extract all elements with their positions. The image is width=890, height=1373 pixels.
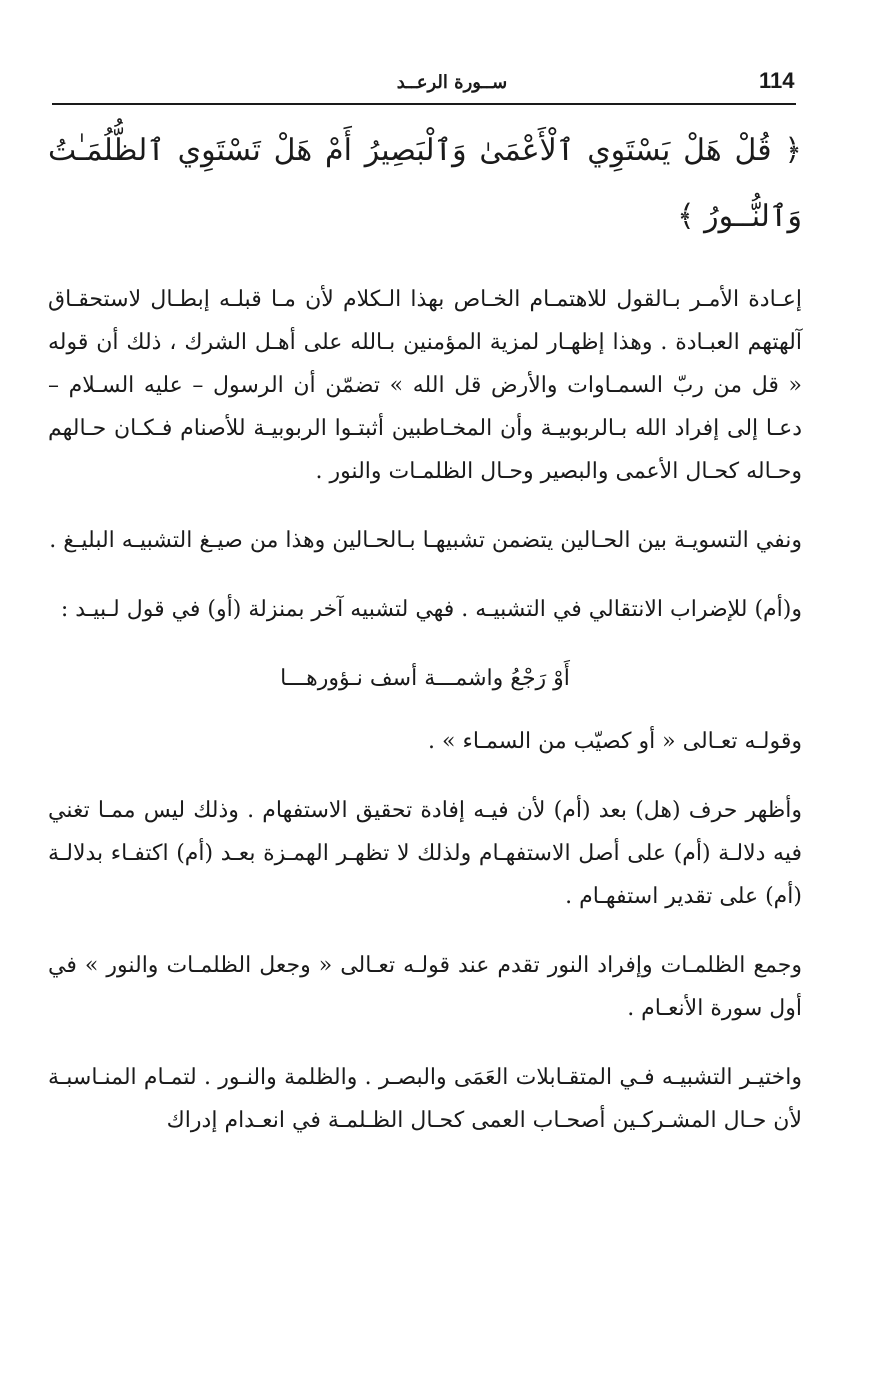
surah-title: ســورة الرعــد: [396, 72, 508, 93]
paragraph-3: و(أم) للإضراب الانتقالي في التشبيـه . فهي لتشبيه آخر بمنزلة (أو) في قول لـبيـد :: [60, 597, 802, 622]
page-number: 114: [759, 68, 795, 93]
paragraph-6: وجمع الظلمـات وإفراد النور تقدم عند قولـه تعـالى « وجعل الظلمـات والنور » في أول سورة الأنعـام .: [48, 953, 802, 1021]
page-body: [48, 118, 802, 1168]
poem-line: أَوْ رَجْعُ واشمـــة أسف نـؤورهـــا: [280, 666, 570, 691]
paragraph-7: واختيـر التشبيـه فـي المتقـابلات العَمَى والبصـر . والظلمة والنـور . لتمـام المنـاسبـة لأن حـال المشـركـين أصحـاب العمى كحـال الظـلمـة في انعـدام إدراك: [48, 1065, 802, 1133]
paragraph-1: إعـادة الأمـر بـالقول للاهتمـام الخـاص بهذا الـكلام لأن مـا قبلـه إبطـال لاستحقـاق آلهتهم العبـادة . وهذا إظهـار لمزية المؤمنين بـالله على أهـل الشرك ، ذلك أن قوله « قل من ربّ السمـاوات والأرض قل الله » تضمّن أن الرسول – عليه السـلام – دعـا إلى إفراد الله بـالربوبيـة وأن المخـاطبين أثبتـوا الربوبيـة للأصنام فـكـان حـالهم وحـاله كحـال الأعمى والبصير وحـال الظلمـات والنور .: [48, 287, 802, 484]
page-header: [52, 68, 796, 102]
paragraph-2: ونفي التسويـة بين الحـالين يتضمن تشبيهـا بـالحـالين وهذا من صيـغ التشبيـه البليـغ .: [49, 528, 802, 553]
paragraph-4: وقولـه تعـالى « أو كصيّب من السمـاء » .: [428, 729, 802, 754]
quran-verse: ﴿ قُلْ هَلْ يَسْتَوِي ٱلْأَعْمَىٰ وَٱلْبَصِيرُ أَمْ هَلْ تَسْتَوِي ٱلظُّلُمَـٰتُ وَٱلنُّــورُ ﴾: [48, 133, 802, 234]
header-divider: [52, 103, 796, 105]
paragraph-5: وأظهر حرف (هل) بعد (أم) لأن فيـه إفادة تحقيق الاستفهام . وذلك ليس ممـا تغني فيه دلالـة (أم) على أصل الاستفهـام ولذلك لا تظهـر الهمـزة بعـد (أم) اكتفـاء بدلالـة (أم) على تقدير استفهـام .: [48, 798, 802, 909]
